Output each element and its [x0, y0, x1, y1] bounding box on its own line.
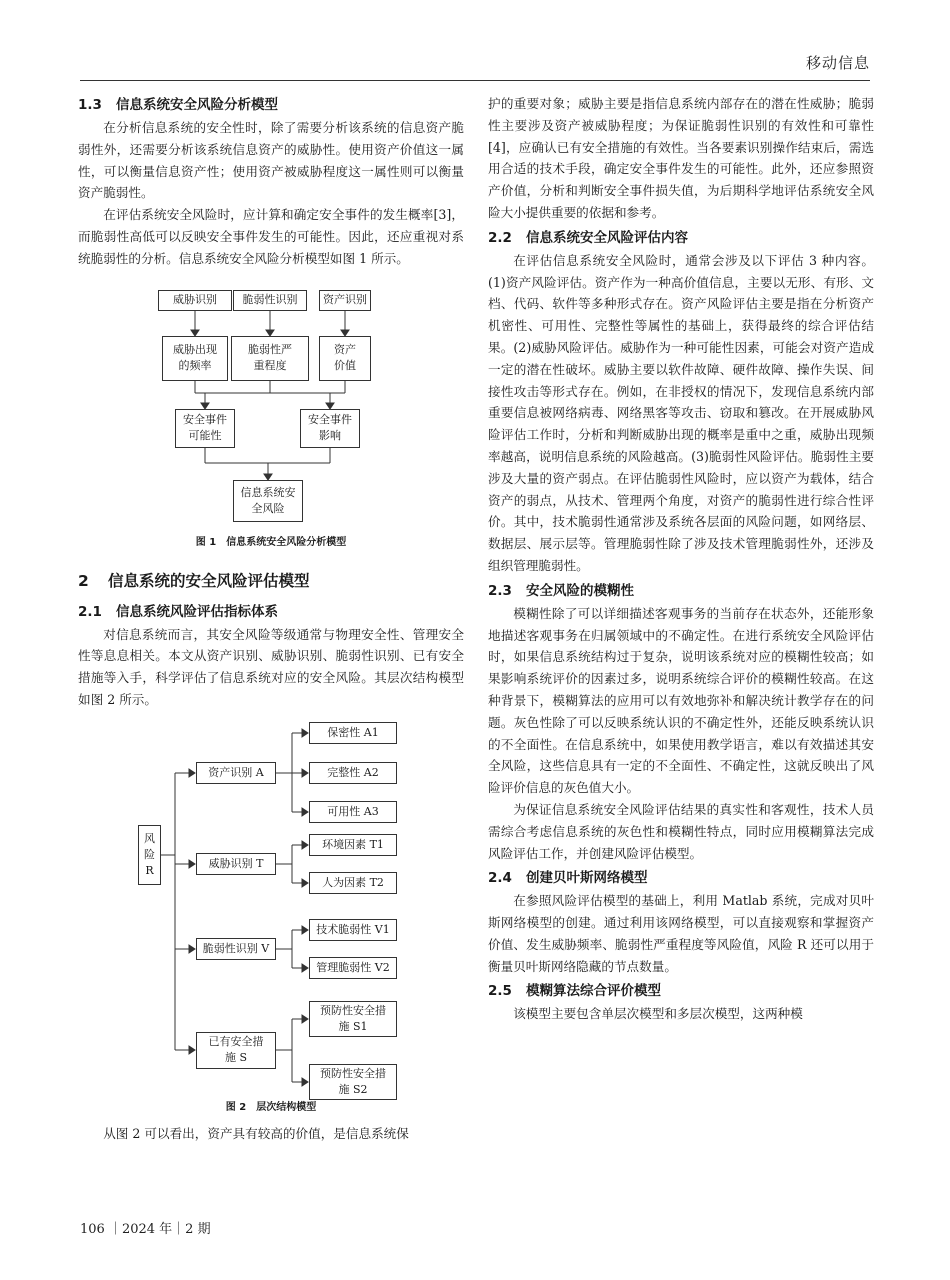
- section-number: 2: [78, 571, 89, 590]
- figure-1-caption: 图 1 信息系统安全风险分析模型: [195, 536, 347, 548]
- paragraph: 在参照风险评估模型的基础上，利用 Matlab 系统，完成对贝叶斯网络模型的创建。通过利用该网络模型，可以直接观察和掌握资产价值、发生威胁频率、脆弱性严重程度等风险值，风险 R 还可以用于衡量贝叶斯网络隐藏的节点数量。: [488, 893, 874, 974]
- node-threat-frequency: 威胁出现的频率: [162, 336, 228, 381]
- paragraph: 为保证信息系统安全风险评估结果的真实性和客观性，技术人员需综合考虑信息系统的灰色性和模糊性特点，同时应用模糊算法完成风险评估工作，并创建风险评估模型。: [488, 801, 874, 861]
- node-availability-a3: 可用性 A3: [309, 801, 397, 823]
- node-risk-root: 风险R: [138, 825, 161, 885]
- node-asset-identification: 资产识别: [319, 290, 371, 311]
- figure-1: [78, 270, 464, 532]
- node-threat-identification-t: 威胁识别 T: [196, 853, 276, 875]
- section-heading-2-1: [78, 600, 464, 624]
- paragraph: 在评估信息系统安全风险时，通常会涉及以下评估 3 种内容。(1)资产风险评估。资产作为一种高价值信息，主要以无形、有形、文档、代码、软件等多种形式存在。资产风险评估主要是指在分析资产机密性、可用性、完整性等属性的基础上，获得最终的综合评估结果。(2)威胁风险评估。威胁作为一种可能性因素，可能会对资产造成一定的潜在性破坏。威胁主要以软件故障、硬件故障、操作失误、间接性攻击等形式存在。例如，在非授权的情况下，发现信息系统内部重要信息被网络病毒、网络黑客等攻击、窃取和篡改。在开展威胁风险评估工作时，分析和判断威胁出现的概率是重中之重，威胁出现频率越高，说明信息系统的风险越高。(3)脆弱性风险评估。脆弱性主要涉及大量的资产弱点。在评估脆弱性风险时，应以资产为载体，结合资产的弱点，从技术、管理两个角度，对资产的脆弱性进行综合性评价。其中，技术脆弱性通常涉及系统各层面的风险问题，如网络层、数据层、展示层等。管理脆弱性除了涉及技术管理脆弱性外，还涉及组织管理脆弱性。: [488, 252, 874, 573]
- section-title: 模糊算法综合评价模型: [526, 983, 661, 1000]
- left-column: [78, 93, 464, 1145]
- node-management-vulnerability-v2: 管理脆弱性 V2: [309, 957, 397, 979]
- paragraph: 模糊性除了可以详细描述客观事务的当前存在状态外，还能形象地描述客观事务在归属领域中的不确定性。在进行系统安全风险评估时，如果信息系统结构过于复杂，说明该系统对应的模糊性较高；如果影响系统评价的因素过多，说明系统综合评价的模糊性较高。在这种背景下，模糊算法的应用可以有效地弥补和解决统计教学存在的问题。灰色性除了可以反映系统认识的不确定性外，还能反映系统认识的不全面性。在信息系统中，如果使用教学语言，难以有效描述其安全风险，这些信息具有一定的不全面性、不确定性，这就反映出了风险评价信息的灰色值大小。: [488, 605, 874, 796]
- section-title: 创建贝叶斯网络模型: [526, 870, 648, 887]
- node-preventive-s1: 预防性安全措施 S1: [309, 1001, 397, 1037]
- node-system-security-risk: 信息系统安全风险: [233, 480, 303, 522]
- node-threat-identification: 威胁识别: [158, 290, 232, 311]
- right-column: [488, 93, 874, 1025]
- section-title: 信息系统的安全风险评估模型: [108, 571, 310, 590]
- section-number: 2.5: [488, 983, 512, 1000]
- section-heading-2-4: [488, 866, 874, 890]
- paragraph: 对信息系统而言，其安全风险等级通常与物理安全性、管理安全性等息息相关。本文从资产识别、威胁识别、脆弱性识别、已有安全措施等入手，科学评估了信息系统对应的安全风险。其层次结构模型如图 2 所示。: [78, 626, 464, 707]
- paragraph: 护的重要对象；威胁主要是指信息系统内部存在的潜在性威胁；脆弱性主要涉及资产被威胁程度；为保证脆弱性识别的有效性和可靠性[4]，应确认已有安全措施的有效性。当各要素识别操作结束后，需选用合适的技术手段，确定安全事件发生的可能性。此外，还应参照资产价值，分析和判断安全事件损失值，为后期科学地评估系统安全风险大小提供重要的依据和参考。: [488, 96, 874, 220]
- figure-2: [78, 715, 464, 1095]
- section-heading-2-5: [488, 979, 874, 1003]
- paragraph: 在分析信息系统的安全性时，除了需要分析该系统的信息资产脆弱性外，还需要分析该系统信息资产的威胁性。使用资产价值这一属性，可以衡量信息资产性；使用资产被威胁程度这一属性则可以衡量资产脆弱性。: [78, 120, 464, 201]
- section-heading-1-3: [78, 93, 464, 117]
- node-event-impact: 安全事件影响: [300, 409, 360, 448]
- header-rule: [80, 80, 870, 81]
- paragraph: 该模型主要包含单层次模型和多层次模型，这两种模: [513, 1006, 803, 1022]
- section-title: 信息系统安全风险评估内容: [526, 229, 688, 246]
- node-asset-value: 资产价值: [319, 336, 371, 381]
- node-confidentiality-a1: 保密性 A1: [309, 722, 397, 744]
- node-asset-identification-a: 资产识别 A: [196, 762, 276, 784]
- page-footer: 106 ｜2024 年｜2 期: [80, 1222, 211, 1237]
- node-preventive-s2: 预防性安全措施 S2: [309, 1064, 397, 1100]
- section-number: 2.3: [488, 582, 512, 599]
- node-existing-measures-s: 已有安全措施 S: [196, 1032, 276, 1069]
- paragraph: 从图 2 可以看出，资产具有较高的价值，是信息系统保: [103, 1125, 409, 1141]
- figure-2-caption: 图 2 层次结构模型: [225, 1101, 317, 1113]
- section-heading-2: [78, 566, 464, 596]
- node-vulnerability-identification: 脆弱性识别: [233, 290, 307, 311]
- node-environment-t1: 环境因素 T1: [309, 834, 397, 856]
- section-number: 2.1: [78, 603, 102, 620]
- node-vulnerability-identification-v: 脆弱性识别 V: [196, 938, 276, 960]
- section-heading-2-2: [488, 226, 874, 250]
- section-heading-2-3: [488, 579, 874, 603]
- section-number: 2.4: [488, 870, 512, 887]
- section-number: 1.3: [78, 97, 102, 113]
- section-title: 信息系统风险评估指标体系: [116, 603, 278, 620]
- node-human-t2: 人为因素 T2: [309, 872, 397, 894]
- node-integrity-a2: 完整性 A2: [309, 762, 397, 784]
- paragraph: 在评估系统安全风险时，应计算和确定安全事件的发生概率[3]，而脆弱性高低可以反映安全事件发生的可能性。因此，还应重视对系统脆弱性的分析。信息系统安全风险分析模型如图 1 所示。: [78, 207, 464, 266]
- section-title: 信息系统安全风险分析模型: [116, 97, 278, 113]
- node-event-likelihood: 安全事件可能性: [175, 409, 235, 448]
- section-number: 2.2: [488, 229, 512, 246]
- section-title: 安全风险的模糊性: [526, 582, 634, 599]
- journal-name: 移动信息: [805, 54, 870, 72]
- node-technical-vulnerability-v1: 技术脆弱性 V1: [309, 919, 397, 941]
- node-vulnerability-severity: 脆弱性严重程度: [231, 336, 309, 381]
